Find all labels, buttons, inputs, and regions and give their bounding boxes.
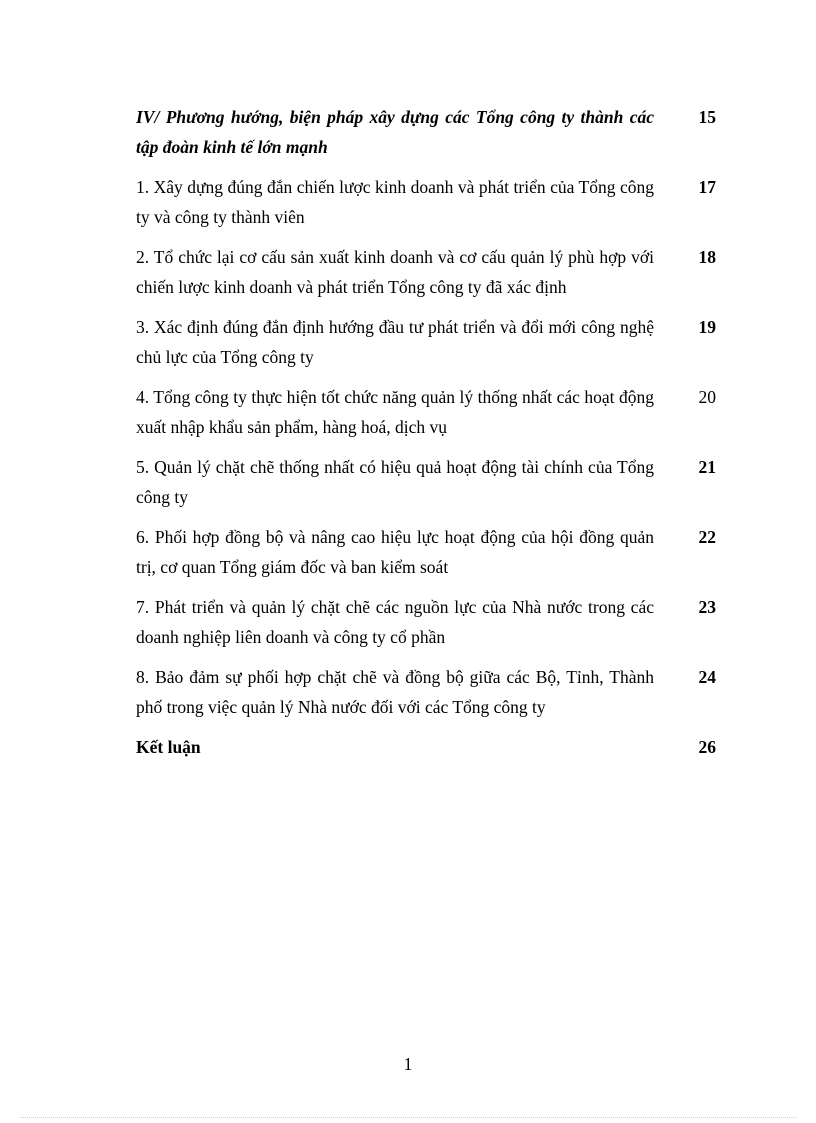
toc-entry-page: 23 bbox=[698, 597, 716, 617]
toc-entry-5[interactable] bbox=[136, 452, 716, 512]
toc-entry-title: 5. Quản lý chặt chẽ thống nhất có hiệu quả hoạt động tài chính của Tổng công ty bbox=[136, 457, 654, 507]
page-number: 1 bbox=[403, 1054, 413, 1074]
toc-entry-3[interactable] bbox=[136, 312, 716, 372]
toc-entry-section-iv[interactable] bbox=[136, 102, 716, 162]
toc-entry-page: 24 bbox=[698, 667, 716, 687]
toc-entry-title: 7. Phát triển và quản lý chặt chẽ các nguồn lực của Nhà nước trong các doanh nghiệp liên doanh và công ty cổ phần bbox=[136, 597, 654, 647]
table-of-contents bbox=[136, 102, 716, 772]
toc-entry-4[interactable] bbox=[136, 382, 716, 442]
toc-entry-2[interactable] bbox=[136, 242, 716, 302]
toc-entry-8[interactable] bbox=[136, 662, 716, 722]
toc-entry-1[interactable] bbox=[136, 172, 716, 232]
toc-entry-6[interactable] bbox=[136, 522, 716, 582]
toc-entry-page: 21 bbox=[698, 457, 716, 477]
toc-entry-page: 18 bbox=[698, 247, 716, 267]
toc-entry-page: 22 bbox=[698, 527, 716, 547]
toc-entry-title: 1. Xây dựng đúng đắn chiến lược kinh doanh và phát triển của Tổng công ty và công ty thành viên bbox=[136, 177, 654, 227]
toc-entry-title: 2. Tổ chức lại cơ cấu sản xuất kinh doanh và cơ cấu quản lý phù hợp với chiến lược kinh doanh và phát triển Tổng công ty đã xác định bbox=[136, 247, 654, 297]
toc-entry-title: IV/ Phương hướng, biện pháp xây dựng các Tổng công ty thành các tập đoàn kinh tế lớn mạnh bbox=[136, 107, 654, 157]
toc-entry-page: 15 bbox=[698, 107, 716, 127]
toc-entry-title: 6. Phối hợp đồng bộ và nâng cao hiệu lực hoạt động của hội đồng quản trị, cơ quan Tổng giám đốc và ban kiểm soát bbox=[136, 527, 654, 577]
toc-entry-page: 26 bbox=[698, 737, 716, 757]
toc-entry-title: 8. Bảo đảm sự phối hợp chặt chẽ và đồng bộ giữa các Bộ, Tỉnh, Thành phố trong việc quản lý Nhà nước đối với các Tổng công ty bbox=[136, 667, 654, 717]
page-bottom-divider bbox=[20, 1117, 796, 1118]
toc-entry-title: Kết luận bbox=[136, 737, 201, 757]
toc-entry-title: 3. Xác định đúng đắn định hướng đầu tư phát triển và đổi mới công nghệ chủ lực của Tổng công ty bbox=[136, 317, 654, 367]
toc-entry-7[interactable] bbox=[136, 592, 716, 652]
toc-entry-page: 17 bbox=[698, 177, 716, 197]
toc-entry-title: 4. Tổng công ty thực hiện tốt chức năng quản lý thống nhất các hoạt động xuất nhập khẩu sản phẩm, hàng hoá, dịch vụ bbox=[136, 387, 654, 437]
toc-entry-page: 20 bbox=[698, 387, 716, 407]
toc-entry-page: 19 bbox=[698, 317, 716, 337]
toc-entry-conclusion[interactable] bbox=[136, 732, 716, 762]
